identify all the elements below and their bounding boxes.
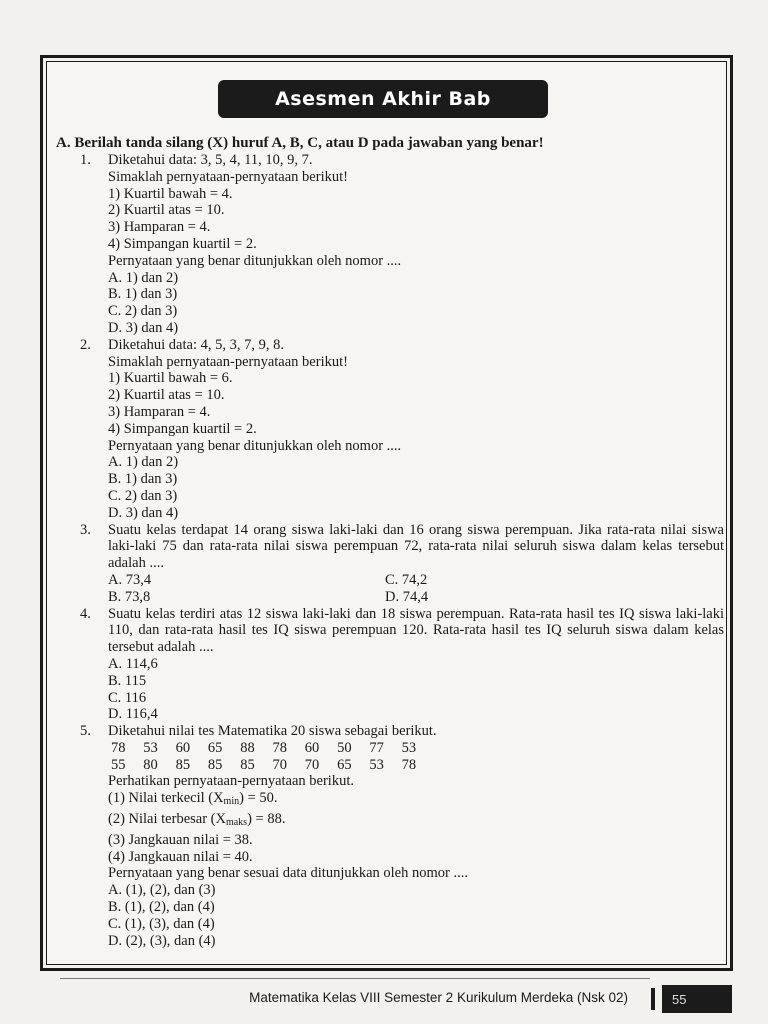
- statement-3: 3) Hamparan = 4.: [108, 403, 211, 420]
- question-instruction: Perhatikan pernyataan-pernyataan berikut.: [108, 773, 354, 790]
- question-body: [108, 337, 724, 522]
- question-prompt: Pernyataan yang benar sesuai data ditunjukkan oleh nomor ....: [108, 865, 468, 882]
- question-prompt: Pernyataan yang benar ditunjukkan oleh nomor ....: [108, 252, 402, 269]
- question-instruction: Simaklah pernyataan-pernyataan berikut!: [108, 168, 348, 185]
- page-number: 55: [672, 991, 687, 1007]
- question-number: 4.: [80, 605, 91, 622]
- question-3: [56, 522, 724, 606]
- statement-4: 4) Simpangan kuartil = 2.: [108, 235, 257, 252]
- footer-rule: [60, 978, 650, 979]
- question-4: [56, 606, 724, 724]
- question-stem: Diketahui data: 3, 5, 4, 11, 10, 9, 7.: [108, 152, 313, 168]
- option-d[interactable]: D. 3) dan 4): [108, 504, 179, 521]
- question-1: [56, 152, 724, 337]
- option-d[interactable]: D. 74,4: [385, 588, 429, 605]
- option-b[interactable]: B. (1), (2), dan (4): [108, 899, 215, 916]
- option-a[interactable]: A. 1) dan 2): [108, 454, 179, 471]
- data-value: 60: [304, 739, 320, 756]
- option-b[interactable]: B. 73,8: [108, 588, 151, 605]
- question-stem: Diketahui nilai tes Matematika 20 siswa sebagai berikut.: [108, 723, 437, 740]
- statement-1: 1) Kuartil bawah = 4.: [108, 185, 233, 202]
- option-a[interactable]: A. 1) dan 2): [108, 269, 179, 286]
- data-value: 85: [207, 756, 223, 773]
- question-5: [56, 723, 724, 949]
- statement-1: 1) Kuartil bawah = 6.: [108, 370, 233, 387]
- title-banner: [218, 80, 548, 118]
- question-stem: Suatu kelas terdapat 14 orang siswa laki-laki dan 16 orang siswa perempuan. Jika rata-rata nilai siswa laki-laki 75 dan rata-rata nilai siswa perempuan 72, rata-rata nilai seluruh siswa dalam kelas tersebut adalah ....: [108, 521, 724, 572]
- data-value: 65: [337, 756, 352, 773]
- footer-divider: [651, 988, 655, 1010]
- section-heading: A. Berilah tanda silang (X) huruf A, B, C, atau D pada jawaban yang benar!: [56, 135, 544, 151]
- data-value: 50: [337, 739, 352, 756]
- data-value: 78: [111, 739, 126, 756]
- data-value: 77: [369, 739, 384, 756]
- data-value: 70: [272, 756, 287, 773]
- statement-text: ) = 50.: [239, 790, 278, 807]
- options-row: [108, 589, 724, 606]
- data-value: 78: [401, 756, 417, 773]
- option-d[interactable]: D. (2), (3), dan (4): [108, 932, 216, 949]
- option-a[interactable]: A. 73,4: [108, 571, 152, 588]
- data-value: 53: [401, 739, 417, 756]
- question-number: 3.: [80, 521, 91, 538]
- question-number: 1.: [80, 152, 91, 168]
- footer-text: Matematika Kelas VIII Semester 2 Kurikulum Merdeka (Nsk 02): [249, 990, 628, 1005]
- content: [56, 134, 724, 949]
- option-a[interactable]: A. 114,6: [108, 655, 158, 672]
- data-value: 53: [143, 739, 158, 756]
- option-c[interactable]: C. 74,2: [385, 571, 428, 588]
- data-value: 85: [240, 756, 255, 773]
- data-row-1: [111, 740, 724, 757]
- data-value: 55: [111, 756, 126, 773]
- option-d[interactable]: D. 3) dan 4): [108, 319, 179, 336]
- statement-text: (1) Nilai terkecil (X: [108, 790, 224, 807]
- subscript: maks: [225, 817, 248, 829]
- question-number: 5.: [80, 723, 91, 740]
- option-c[interactable]: C. 2) dan 3): [108, 487, 178, 504]
- data-value: 60: [175, 739, 191, 756]
- option-c[interactable]: C. (1), (3), dan (4): [108, 915, 215, 932]
- question-body: [108, 152, 724, 337]
- question-body: [108, 522, 724, 606]
- options-row: [108, 572, 724, 589]
- question-instruction: Simaklah pernyataan-pernyataan berikut!: [108, 353, 348, 370]
- question-2: [56, 337, 724, 522]
- option-c[interactable]: C. 2) dan 3): [108, 303, 178, 320]
- data-value: 78: [272, 739, 287, 756]
- statement-4: (4) Jangkauan nilai = 40.: [108, 848, 253, 865]
- statement-1: [108, 790, 724, 811]
- option-c[interactable]: C. 116: [108, 689, 147, 706]
- statement-3: 3) Hamparan = 4.: [108, 219, 211, 236]
- option-b[interactable]: B. 1) dan 3): [108, 286, 178, 303]
- page-title: Asesmen Akhir Bab: [275, 88, 491, 110]
- statement-text: ) = 88.: [247, 811, 286, 828]
- question-prompt: Pernyataan yang benar ditunjukkan oleh nomor ....: [108, 437, 402, 454]
- subscript: min: [223, 796, 240, 808]
- option-b[interactable]: B. 1) dan 3): [108, 471, 178, 488]
- data-row-2: [111, 757, 724, 774]
- option-d[interactable]: D. 116,4: [108, 706, 158, 723]
- question-stem: Diketahui data: 4, 5, 3, 7, 9, 8.: [108, 336, 284, 353]
- statement-3: (3) Jangkauan nilai = 38.: [108, 831, 253, 848]
- data-value: 53: [369, 756, 384, 773]
- statement-2: 2) Kuartil atas = 10.: [108, 387, 225, 404]
- statement-2: [108, 811, 724, 832]
- statement-text: (2) Nilai terbesar (X: [108, 811, 226, 828]
- data-value: 80: [143, 756, 158, 773]
- question-body: [108, 606, 724, 724]
- question-body: [108, 723, 724, 949]
- question-stem: Suatu kelas terdiri atas 12 siswa laki-laki dan 18 siswa perempuan. Rata-rata hasil tes IQ siswa laki-laki 110, dan rata-rata hasil tes IQ siswa perempuan 120. Rata-rata hasil tes IQ seluruh siswa dalam kelas tersebut adalah ....: [108, 605, 724, 656]
- question-number: 2.: [80, 336, 91, 353]
- data-value: 70: [304, 756, 320, 773]
- page-number-box: [662, 985, 732, 1013]
- data-value: 65: [207, 739, 223, 756]
- statement-2: 2) Kuartil atas = 10.: [108, 202, 225, 219]
- data-value: 85: [175, 756, 191, 773]
- option-b[interactable]: B. 115: [108, 672, 147, 689]
- statement-4: 4) Simpangan kuartil = 2.: [108, 420, 257, 437]
- option-a[interactable]: A. (1), (2), dan (3): [108, 882, 216, 899]
- data-value: 88: [240, 739, 255, 756]
